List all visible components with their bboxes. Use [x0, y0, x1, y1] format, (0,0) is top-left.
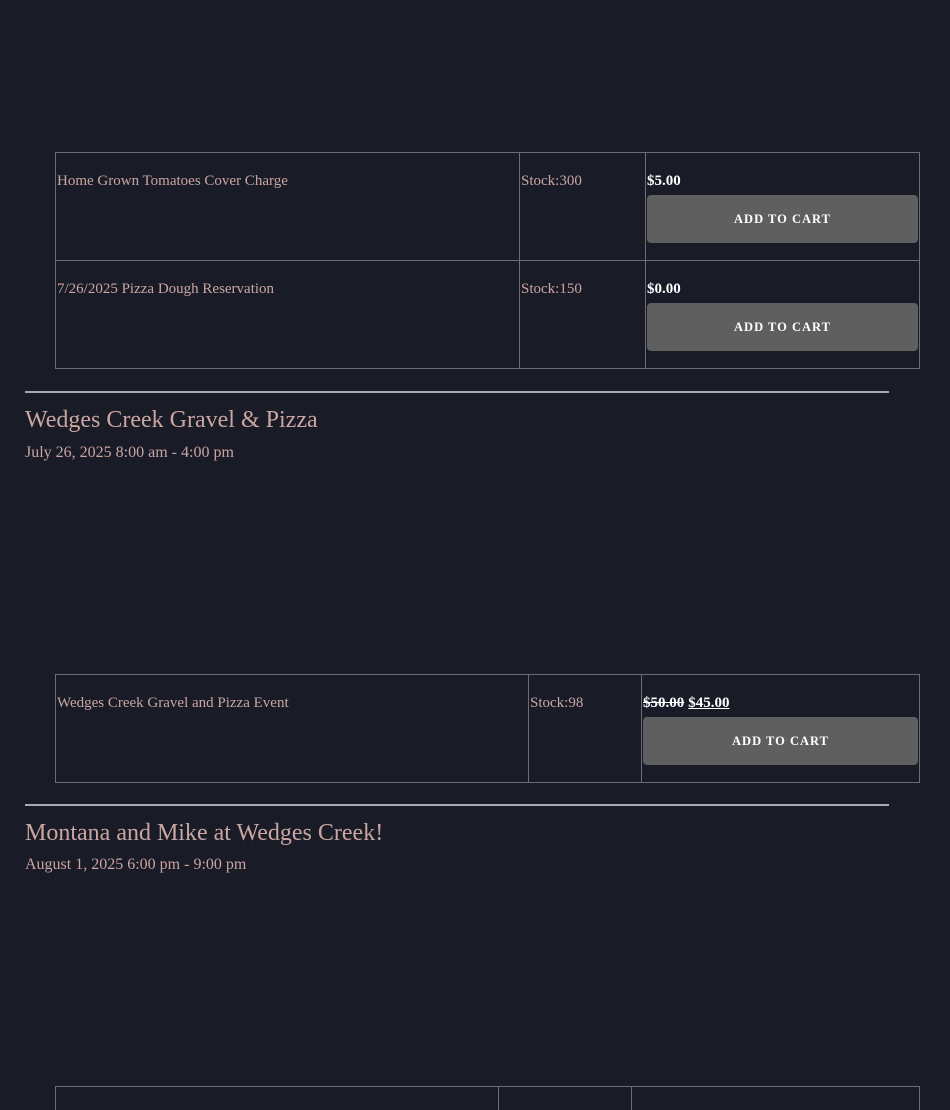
product-name	[56, 1087, 499, 1110]
original-price: $50.00	[643, 695, 685, 711]
table-row	[56, 675, 920, 783]
product-price-cell	[646, 261, 920, 369]
product-price-cell	[632, 1087, 920, 1110]
table-row	[56, 261, 920, 369]
product-stock	[499, 1087, 632, 1110]
product-price: $0.00	[647, 281, 681, 297]
sale-price: $45.00	[688, 695, 730, 711]
product-table	[55, 1086, 920, 1110]
product-name: Home Grown Tomatoes Cover Charge	[56, 153, 520, 261]
product-price-cell	[642, 675, 920, 783]
product-stock: Stock:300	[520, 153, 646, 261]
product-stock: Stock:150	[520, 261, 646, 369]
add-to-cart-button[interactable]: ADD TO CART	[647, 195, 918, 243]
table-row	[56, 153, 920, 261]
event-date: July 26, 2025 8:00 am - 4:00 pm	[25, 444, 234, 461]
product-price: $5.00	[647, 173, 681, 189]
add-to-cart-button[interactable]: ADD TO CART	[647, 303, 918, 351]
product-name: 7/26/2025 Pizza Dough Reservation	[56, 261, 520, 369]
section-divider	[25, 804, 889, 806]
table-row	[56, 1087, 920, 1110]
section-divider	[25, 391, 889, 393]
product-price	[643, 694, 918, 712]
product-price-cell	[646, 153, 920, 261]
event-date: August 1, 2025 6:00 pm - 9:00 pm	[25, 856, 247, 873]
event-title[interactable]: Montana and Mike at Wedges Creek!	[25, 820, 384, 846]
product-name: Wedges Creek Gravel and Pizza Event	[56, 675, 529, 783]
product-table	[55, 674, 920, 783]
product-table	[55, 152, 920, 369]
product-stock: Stock:98	[529, 675, 642, 783]
event-title[interactable]: Wedges Creek Gravel & Pizza	[25, 407, 318, 433]
add-to-cart-button[interactable]: ADD TO CART	[643, 717, 918, 765]
